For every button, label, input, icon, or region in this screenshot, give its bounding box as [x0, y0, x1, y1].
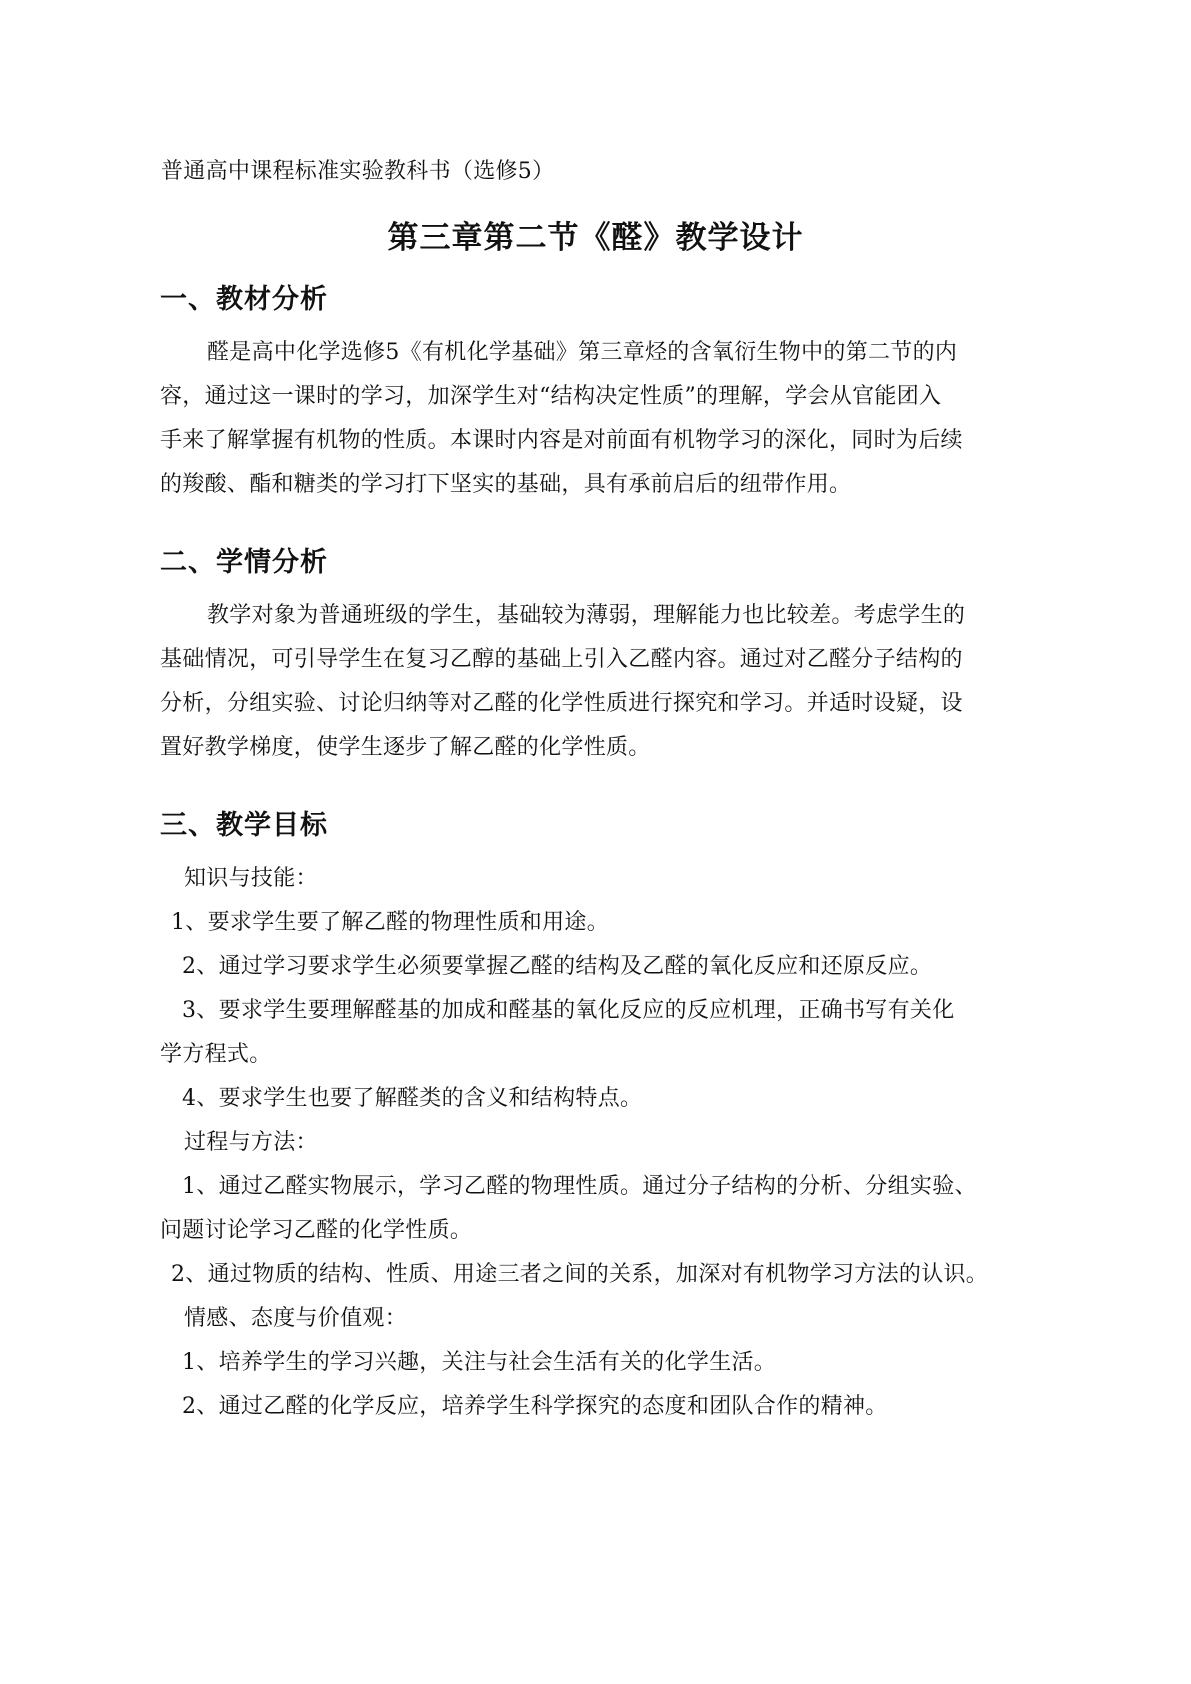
subsection-label: 知识与技能： — [184, 866, 318, 891]
subsection-label: 过程与方法： — [184, 1130, 318, 1155]
paragraph-line: 醛是高中化学选修5《有机化学基础》第三章烃的含氧衍生物中的第二节的内 — [207, 340, 958, 365]
section-heading-student-analysis: 二、学情分析 — [160, 547, 328, 578]
paragraph-line: 教学对象为普通班级的学生，基础较为薄弱，理解能力也比较差。考虑学生的 — [207, 603, 966, 628]
section-heading-teaching-objectives: 三、教学目标 — [160, 810, 328, 841]
section-heading-textbook-analysis: 一、教材分析 — [160, 284, 328, 315]
list-item: 1、要求学生要了解乙醛的物理性质和用途。 — [171, 910, 609, 935]
list-item-continuation: 学方程式。 — [160, 1042, 272, 1067]
paragraph-line: 的羧酸、酯和糖类的学习打下坚实的基础，具有承前启后的纽带作用。 — [160, 472, 852, 497]
list-item: 2、通过乙醛的化学反应，培养学生科学探究的态度和团队合作的精神。 — [182, 1394, 888, 1419]
list-item: 2、通过物质的结构、性质、用途三者之间的关系，加深对有机物学习方法的认识。 — [171, 1262, 989, 1287]
paragraph-line: 分析，分组实验、讨论归纳等对乙醛的化学性质进行探究和学习。并适时设疑，设 — [160, 691, 963, 716]
paragraph-line: 容，通过这一课时的学习，加深学生对“结构决定性质”的理解，学会从官能团入 — [160, 384, 942, 409]
list-item: 1、培养学生的学习兴趣，关注与社会生活有关的化学生活。 — [182, 1350, 777, 1375]
list-item: 3、要求学生要理解醛基的加成和醛基的氧化反应的反应机理，正确书写有关化 — [182, 998, 955, 1023]
document-title: 第三章第二节《醛》教学设计 — [387, 220, 804, 256]
list-item-continuation: 问题讨论学习乙醛的化学性质。 — [160, 1218, 473, 1243]
paragraph-line: 置好教学梯度，使学生逐步了解乙醛的化学性质。 — [160, 735, 651, 760]
list-item: 4、要求学生也要了解醛类的含义和结构特点。 — [182, 1086, 643, 1111]
document-header: 普通高中课程标准实验教科书（选修5） — [161, 159, 555, 184]
list-item: 2、通过学习要求学生必须要掌握乙醛的结构及乙醛的氧化反应和还原反应。 — [182, 954, 933, 979]
list-item: 1、通过乙醛实物展示，学习乙醛的物理性质。通过分子结构的分析、分组实验、 — [182, 1174, 977, 1199]
subsection-label: 情感、态度与价值观： — [184, 1306, 408, 1331]
paragraph-line: 基础情况，可引导学生在复习乙醇的基础上引入乙醛内容。通过对乙醛分子结构的 — [160, 647, 963, 672]
paragraph-line: 手来了解掌握有机物的性质。本课时内容是对前面有机物学习的深化，同时为后续 — [160, 428, 963, 453]
